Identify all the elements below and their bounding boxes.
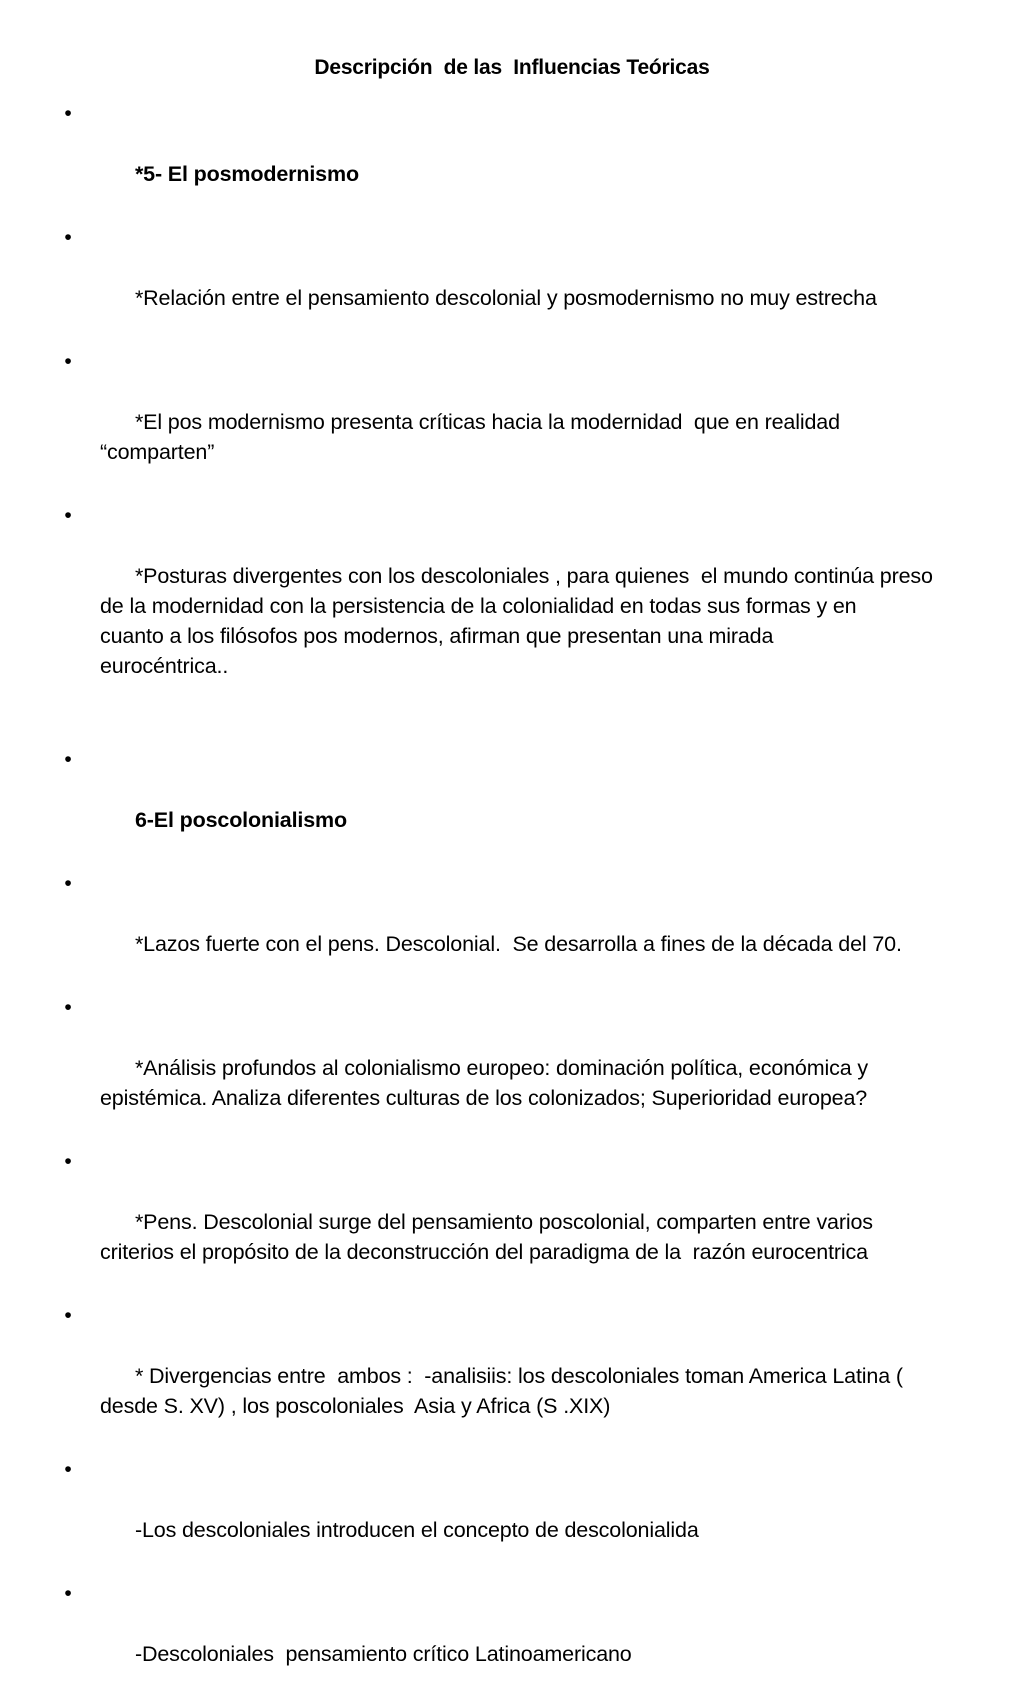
bullet-text: *Relación entre el pensamiento descolonial y posmodernismo no muy estrecha [134, 286, 877, 310]
bullet-text: -Los descoloniales introducen el concepto de descolonialida [134, 1518, 699, 1542]
bullet-text: *Posturas divergentes con los descoloniales , para quienes el mundo continúa preso de la modernidad con la persistencia de la colonialidad en todas sus formas y en cuanto a los filósofos pos modernos, afirman que presentan una mirada eurocéntrica.. [100, 564, 933, 678]
bullet-item [58, 501, 998, 711]
bullet-item [58, 1579, 998, 1699]
bullet-dot-icon: • [64, 226, 72, 249]
bullet-list [58, 99, 998, 1703]
bullet-text: 6-El poscolonialismo [134, 808, 347, 832]
bullet-text: -Descoloniales pensamiento crítico Latinoamericano [134, 1642, 632, 1666]
bullet-item [58, 869, 998, 989]
bullet-item [58, 1455, 998, 1575]
bullet-item [58, 347, 998, 497]
bullet-item-poscolonialismo-heading [58, 745, 998, 865]
bullet-dot-icon: • [64, 872, 72, 895]
bullet-text: *Lazos fuerte con el pens. Descolonial. Se desarrolla a fines de la década del 70. [134, 932, 902, 956]
bullet-dot-icon: • [64, 1304, 72, 1327]
bullet-dot-icon: • [64, 996, 72, 1019]
slide-title: Descripción de las Influencias Teóricas [314, 56, 710, 79]
bullet-dot-icon: • [64, 1582, 72, 1605]
bullet-dot-icon: • [64, 748, 72, 771]
bullet-item [58, 223, 998, 343]
bullet-text: *5- El posmodernismo [134, 162, 359, 186]
bullet-dot-icon: • [64, 350, 72, 373]
bullet-item [58, 1301, 998, 1451]
bullet-dot-icon: • [64, 102, 72, 125]
bullet-dot-icon: • [64, 504, 72, 527]
bullet-text: *Pens. Descolonial surge del pensamiento poscolonial, comparten entre varios criterios el propósito de la deconstrucción del paradigma de la razón eurocentrica [100, 1210, 873, 1264]
bullet-dot-icon: • [64, 1150, 72, 1173]
bullet-item-posmodernismo-heading [58, 99, 998, 219]
bullet-dot-icon: • [64, 1458, 72, 1481]
bullet-item [58, 1147, 998, 1297]
bullet-text: * Divergencias entre ambos : -analisiis: los descoloniales toman America Latina ( desde S. XV) , los poscoloniales Asia y Africa (S .XIX) [100, 1364, 903, 1418]
bullet-text: *El pos modernismo presenta críticas hacia la modernidad que en realidad “comparten” [100, 410, 840, 464]
bullet-item [58, 993, 998, 1143]
bullet-text: *Análisis profundos al colonialismo europeo: dominación política, económica y epistémica. Analiza diferentes culturas de los colonizados; Superioridad europea? [100, 1056, 868, 1110]
